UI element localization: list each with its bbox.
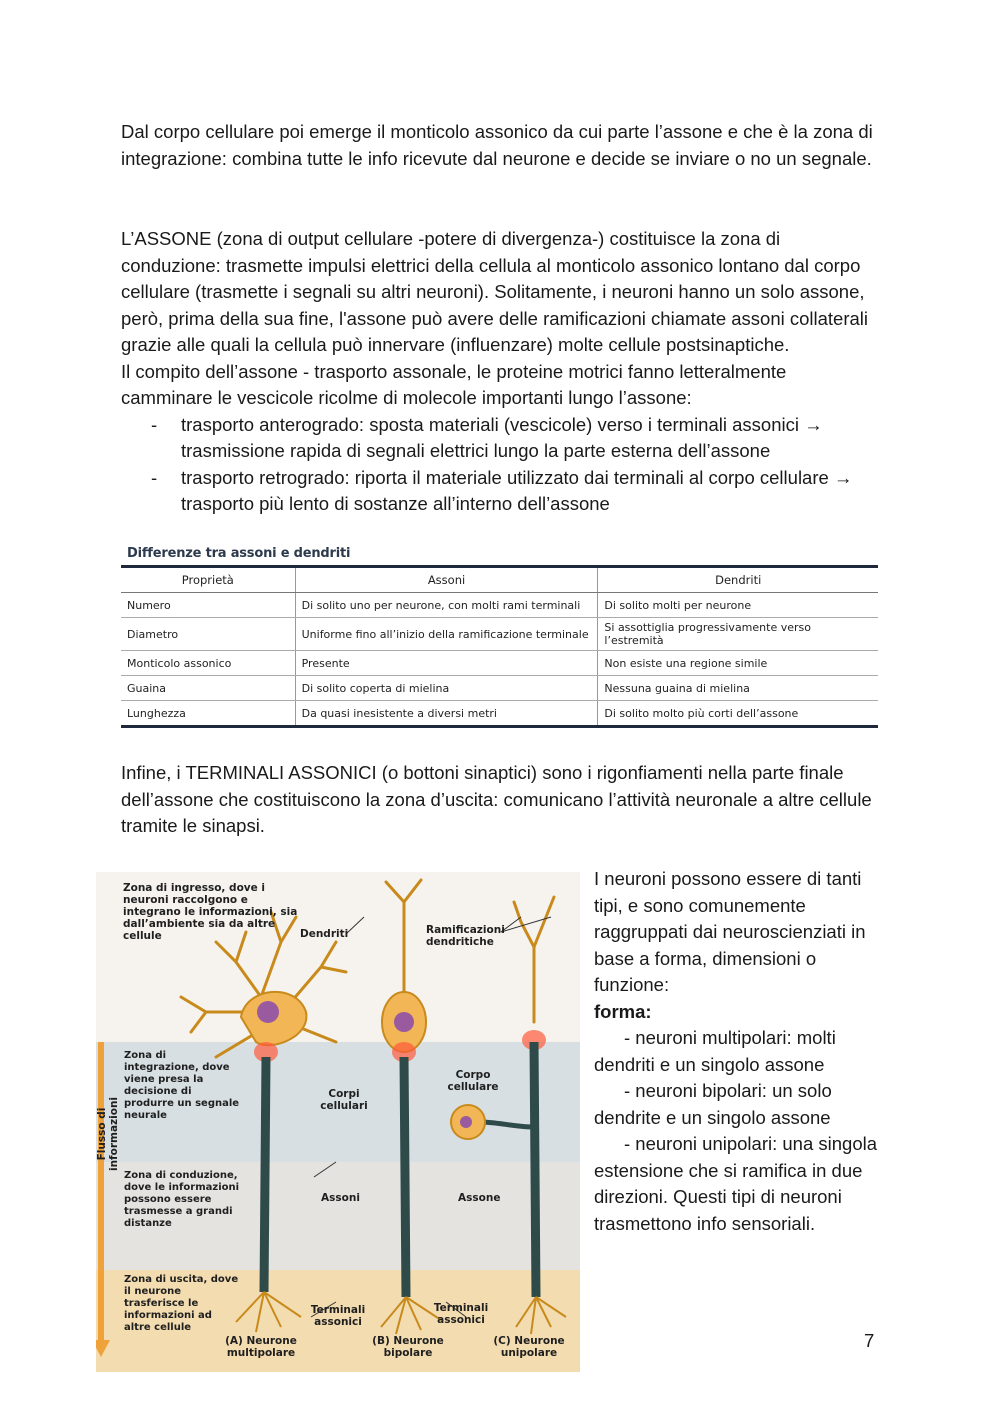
table-cell: Di solito molti per neurone [598,593,878,618]
column-header: Assoni [295,567,598,593]
table-row [121,676,878,701]
table-row [121,701,878,727]
paragraph-text: Il compito dell’assone - trasporto assonale, le proteine motrici fanno letteralmente camminare le vescicole ricolme di molecole importanti lungo l’assone: [121,360,787,408]
list-item: - trasporto retrogrado: riporta il materiale utilizzato dai terminali al corpo cellulare → trasporto più lento di sostanze all’interno dell’assone [121,465,881,518]
neuron-b-axon [404,1057,406,1297]
list-item: - neuroni unipolari: una singola estensione che si ramifica in due direzioni. Questi tipi di neuroni trasmettono info sensoriali. [594,1133,878,1234]
assone-label: Assone [458,1192,501,1204]
differences-table-figure [121,546,878,721]
side-intro: I neuroni possono essere di tanti tipi, e sono comunemente raggruppati dai neuroscienziati in base a forma, dimensioni o funzione: [594,868,866,995]
paragraph-assone [121,226,881,518]
neuron-a-axon [264,1057,266,1292]
assoni-label: Assoni [321,1192,360,1204]
neurone-a-caption: (A) Neurone multipolare [225,1335,297,1359]
corpo-cellulare-label: Corpo cellulare [447,1069,499,1093]
table-cell: Nessuna guaina di mielina [598,676,878,701]
neuron-c-axon [534,1042,536,1297]
page-number: 7 [864,1330,875,1351]
ramificazioni-label: Ramificazioni dendritiche [426,924,505,948]
table-cell: Guaina [121,676,295,701]
side-subheading: forma: [594,1000,652,1022]
neuron-types-figure [96,872,580,1372]
column-header: Proprietà [121,567,295,593]
list-item: - trasporto anterogrado: sposta materiali (vescicole) verso i terminali assonici → trasmissione rapida di segnali elettrici lungo la parte esterna dell’assone [121,412,881,465]
zone-integration-label: Zona di integrazione, dove viene presa la decisione di produrre un segnale neurale [124,1050,240,1121]
corpi-cellulari-label: Corpi cellulari [320,1088,368,1112]
zone-output-label: Zona di uscita, dove il neurone trasferisce le informazioni ad altre cellule [124,1274,239,1333]
neurone-b-caption: (B) Neurone bipolare [372,1335,444,1359]
table-cell: Di solito coperta di mielina [295,676,598,701]
table-cell: Uniforme fino all’inizio della ramificazione terminale [295,618,598,651]
paragraph-text: L’ASSONE (zona di output cellulare -potere di divergenza-) costituisce la zona di conduzione: trasmette impulsi elettrici della cellula al monticolo assonico lontano dal corpo cellulare (trasmette i segnali su altri neuroni). Solitamente, i neuroni hanno un solo assone, però, prima della sua fine, l'assone può avere delle ramificazioni chiamate assoni collaterali grazie alle quali la cellula può innervare (influenzare) molte cellule postsinaptiche. [121,228,869,355]
flow-label: Flusso di informazioni [96,1096,120,1172]
table-title: Differenze tra assoni e dendriti [127,546,351,561]
table-header-row [121,567,878,593]
terminali-label-2: Terminali assonici [433,1302,489,1326]
table-cell: Monticolo assonico [121,651,295,676]
zone-input-label: Zona di ingresso, dove i neuroni raccolgono e integrano le informazioni, sia dall’ambiente sia da altre cellule [123,882,298,942]
terminali-label-1: Terminali assonici [310,1304,366,1328]
table-cell: Diametro [121,618,295,651]
table-cell: Di solito uno per neurone, con molti rami terminali [295,593,598,618]
table-cell: Presente [295,651,598,676]
transport-list [121,412,881,518]
table-cell: Di solito molto più corti dell’assone [598,701,878,727]
table-cell: Numero [121,593,295,618]
neuron-b-nucleus [394,1012,414,1032]
neuron-types-text [594,866,884,1237]
paragraph-text: Infine, i TERMINALI ASSONICI (o bottoni sinaptici) sono i rigonfiamenti nella parte finale dell’assone che costituiscono la zona d’uscita: comunicano l’attività neuronale a altre cellule tramite le sinapsi. [121,762,872,836]
table-row [121,618,878,651]
neurone-c-caption: (C) Neurone unipolare [493,1335,565,1359]
paragraph-text: Dal corpo cellulare poi emerge il monticolo assonico da cui parte l’assone e che è la zona di integrazione: combina tutte le info ricevute dal neurone e decide se inviare o no un segnale. [121,121,873,169]
list-item: - neuroni bipolari: un solo dendrite e un singolo assone [594,1080,832,1128]
paragraph-terminali [121,760,881,840]
table-cell: Lunghezza [121,701,295,727]
neuron-a-nucleus [257,1001,279,1023]
zone-conduction-label: Zona di conduzione, dove le informazioni possono essere trasmesse a grandi distanze [124,1170,240,1229]
list-item: - neuroni multipolari: molti dendriti e un singolo assone [594,1027,836,1075]
neuron-c-nucleus [460,1116,472,1128]
dendriti-label: Dendriti [300,928,349,940]
table-row [121,593,878,618]
paragraph-monticolo [121,119,881,172]
table-cell: Si assottiglia progressivamente verso l’estremità [598,618,878,651]
differences-table [121,565,878,728]
table-cell: Non esiste una regione simile [598,651,878,676]
table-cell: Da quasi inesistente a diversi metri [295,701,598,727]
table-row [121,651,878,676]
column-header: Dendriti [598,567,878,593]
